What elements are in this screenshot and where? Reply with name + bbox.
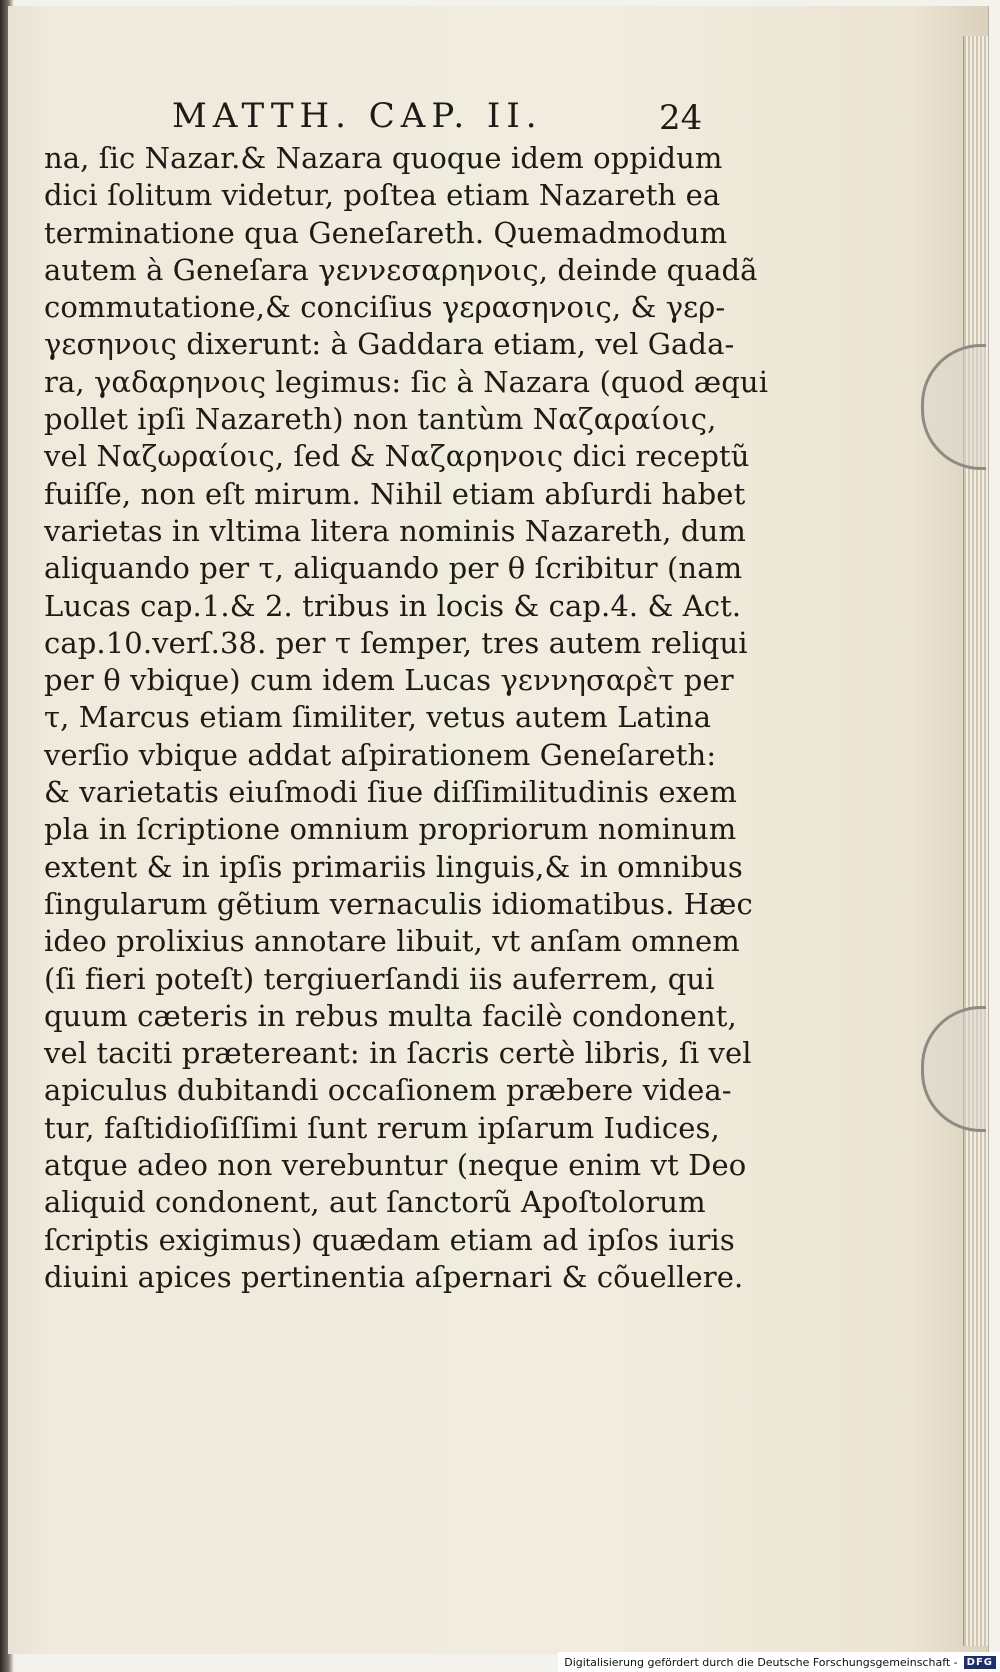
running-head	[44, 84, 744, 140]
credit-text: Digitalisierung gefördert durch die Deutsche Forschungsgemeinschaft -	[564, 1655, 958, 1669]
text-line: cap.10.verſ.38. per τ ſemper, tres autem reliqui	[44, 625, 748, 660]
text-line: aliquando per τ, aliquando per θ ſcribitur (nam	[44, 551, 743, 586]
page-edges	[963, 36, 988, 1646]
text-line: verſio vbique addat aſpirationem Geneſareth:	[44, 737, 717, 772]
page-number: 24	[659, 98, 703, 138]
text-line: varietas in vltima litera nominis Nazareth, dum	[44, 513, 746, 548]
clasp-mark-upper	[921, 344, 986, 470]
text-line: Lucas cap.1.& 2. tribus in locis & cap.4. & Act.	[44, 588, 742, 623]
text-line: fuiſſe, non eſt mirum. Nihil etiam abſurdi habet	[44, 476, 746, 511]
text-line: ideo prolixius annotare libuit, vt anſam omnem	[44, 924, 740, 959]
text-line: atque adeo non verebuntur (neque enim vt Deo	[44, 1148, 747, 1183]
text-line: terminatione qua Geneſareth. Quemadmodum	[44, 215, 728, 250]
dfg-logo: DFG	[964, 1656, 996, 1669]
text-line: apiculus dubitandi occaſionem præbere videa-	[44, 1073, 732, 1108]
text-line: diuini apices pertinentia aſpernari & cõuellere.	[44, 1259, 744, 1294]
text-line: aliquid condonent, aut ſanctorũ Apoſtolorum	[44, 1185, 706, 1220]
text-line: pla in ſcriptione omnium propriorum nominum	[44, 812, 737, 847]
text-line: na, ſic Nazar.& Nazara quoque idem oppidum	[44, 141, 723, 175]
running-title: MATTH. CAP. II.	[172, 96, 543, 136]
text-line: commutatione,& conciſius γερασηνοις, & γερ-	[44, 290, 726, 325]
text-line: ſingularum gẽtium vernaculis idiomatibus. Hæc	[44, 886, 753, 921]
text-line: τ, Marcus etiam ſimiliter, vetus autem Latina	[44, 700, 712, 735]
text-line: quum cæteris in rebus multa facilè condonent,	[44, 998, 737, 1033]
text-line: & varietatis eiuſmodi ſiue diſſimilitudinis exem	[44, 775, 738, 810]
clasp-mark-lower	[921, 1006, 986, 1132]
text-line: ra, γαδαρηνοις legimus: ſic à Nazara (quod æqui	[44, 364, 769, 399]
text-line: γεσηνοις dixerunt: à Gaddara etiam, vel Gada-	[44, 327, 735, 362]
text-line: tur, faſtidioſiſſimi ſunt rerum ipſarum Iudices,	[44, 1110, 720, 1145]
text-line: autem à Geneſara γεννεσαρηνοις, deinde quadã	[44, 252, 758, 287]
digitization-credit	[558, 1652, 1000, 1672]
text-line: vel Ναζωραίοις, ſed & Ναζαρηνοις dici receptũ	[44, 439, 750, 474]
text-line: ſcriptis exigimus) quædam etiam ad ipſos iuris	[44, 1222, 735, 1257]
book-page	[8, 6, 989, 1654]
text-line: (ſi fieri poteſt) tergiuerſandi iis auferrem, qui	[44, 961, 715, 996]
text-line: dici ſolitum videtur, poſtea etiam Nazareth ea	[44, 178, 721, 213]
text-line: per θ vbique) cum idem Lucas γεννησαρὲτ per	[44, 663, 734, 698]
text-line: vel taciti prætereant: in ſacris certè libris, ſi vel	[44, 1036, 752, 1071]
text-column	[44, 84, 769, 1296]
text-line: pollet ipſi Nazareth) non tantùm Ναζαραίοις,	[44, 402, 717, 437]
text-line: extent & in ipſis primariis linguis,& in omnibus	[44, 849, 743, 884]
